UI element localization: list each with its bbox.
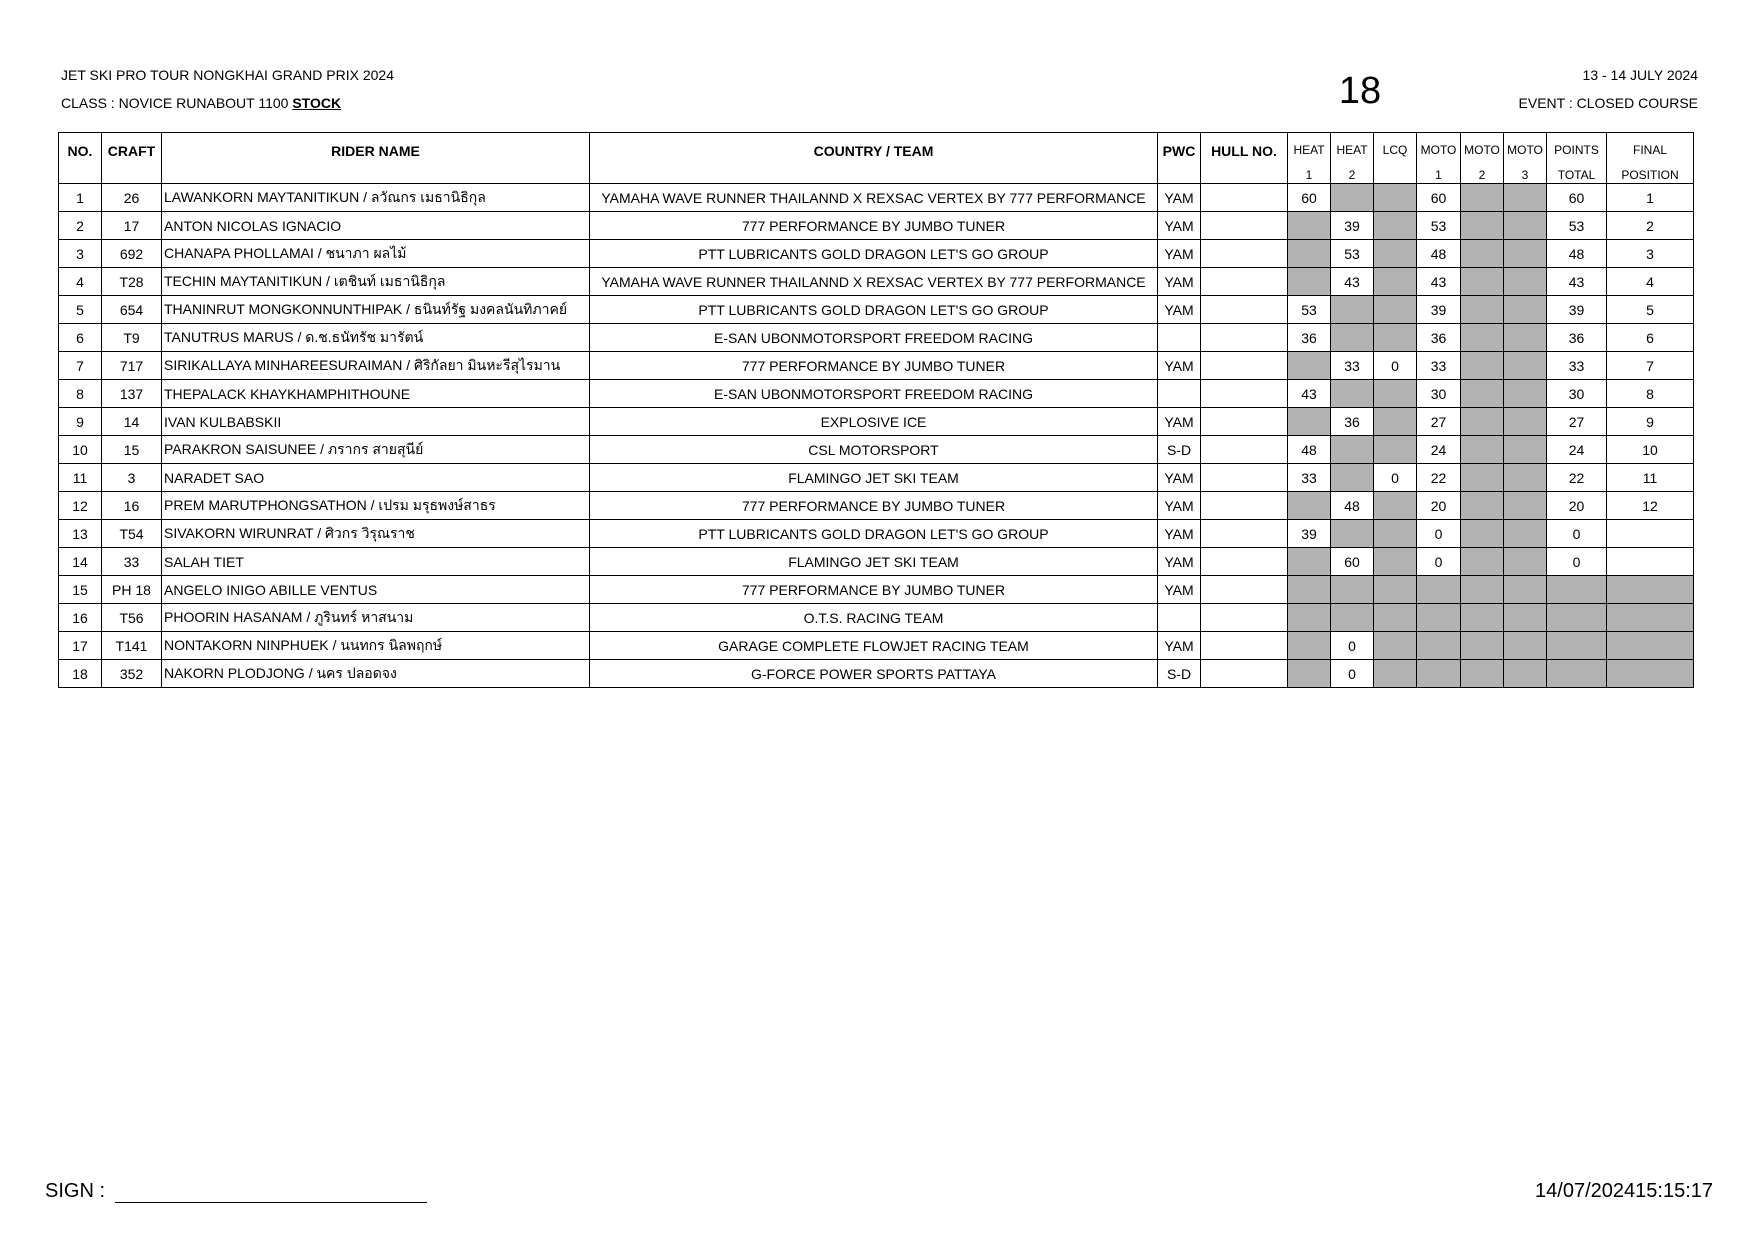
cell-lcq [1374,212,1417,240]
sign-label: SIGN : [45,1180,106,1202]
cell-final: 11 [1607,464,1694,492]
cell-moto2 [1461,576,1504,604]
cell-points [1547,632,1607,660]
col-header-lcq: LCQ [1374,133,1417,184]
cell-team: 777 PERFORMANCE BY JUMBO TUNER [590,212,1158,240]
table-row [59,268,1694,296]
cell-final: 4 [1607,268,1694,296]
cell-final [1607,520,1694,548]
col-header-moto1: MOTO 1 [1417,133,1461,184]
cell-points: 43 [1547,268,1607,296]
cell-moto2 [1461,604,1504,632]
cell-points: 53 [1547,212,1607,240]
cell-no: 14 [59,548,102,576]
cell-heat2: 36 [1331,408,1374,436]
cell-craft: 654 [102,296,162,324]
cell-hull [1201,352,1288,380]
col-header-final: FINAL POSITION [1607,133,1694,184]
cell-lcq: 0 [1374,464,1417,492]
cell-final: 9 [1607,408,1694,436]
cell-team: YAMAHA WAVE RUNNER THAILANND X REXSAC VERTEX BY 777 PERFORMANCE [590,184,1158,212]
table-row [59,436,1694,464]
cell-pwc: S-D [1158,436,1201,464]
cell-heat2: 33 [1331,352,1374,380]
col-header-points: POINTS TOTAL [1547,133,1607,184]
cell-moto3 [1504,492,1547,520]
cell-hull [1201,268,1288,296]
cell-no: 12 [59,492,102,520]
cell-pwc: YAM [1158,492,1201,520]
results-body [59,184,1694,688]
cell-heat1 [1288,604,1331,632]
cell-moto2 [1461,520,1504,548]
cell-hull [1201,436,1288,464]
col-header-heat2: HEAT 2 [1331,133,1374,184]
cell-rider: SALAH TIET [162,548,590,576]
cell-moto3 [1504,548,1547,576]
cell-heat1 [1288,492,1331,520]
cell-team: PTT LUBRICANTS GOLD DRAGON LET'S GO GROUP [590,296,1158,324]
cell-craft: 33 [102,548,162,576]
cell-moto3 [1504,464,1547,492]
sheet-number: 18 [1338,70,1382,112]
cell-pwc: YAM [1158,212,1201,240]
cell-heat1 [1288,268,1331,296]
cell-final [1607,660,1694,688]
cell-heat2: 60 [1331,548,1374,576]
cell-moto2 [1461,548,1504,576]
cell-moto2 [1461,380,1504,408]
class-line [61,95,341,111]
cell-craft: T141 [102,632,162,660]
cell-no: 17 [59,632,102,660]
cell-rider: CHANAPA PHOLLAMAI / ชนาภา ผลไม้ [162,240,590,268]
cell-moto2 [1461,632,1504,660]
cell-no: 16 [59,604,102,632]
cell-heat1 [1288,408,1331,436]
cell-moto1: 20 [1417,492,1461,520]
cell-moto2 [1461,184,1504,212]
cell-craft: 14 [102,408,162,436]
class-prefix: CLASS : NOVICE RUNABOUT 1100 [61,95,293,111]
cell-pwc: YAM [1158,296,1201,324]
cell-no: 8 [59,380,102,408]
event-title: JET SKI PRO TOUR NONGKHAI GRAND PRIX 2024 [61,67,394,83]
cell-hull [1201,548,1288,576]
cell-pwc: YAM [1158,240,1201,268]
table-row [59,520,1694,548]
cell-heat2 [1331,520,1374,548]
cell-lcq [1374,268,1417,296]
cell-moto1 [1417,660,1461,688]
cell-rider: ANTON NICOLAS IGNACIO [162,212,590,240]
cell-rider: TANUTRUS MARUS / ด.ช.ธนัทรัช มารัตน์ [162,324,590,352]
cell-rider: TECHIN MAYTANITIKUN / เตชินท์ เมธานิธิกุล [162,268,590,296]
cell-hull [1201,212,1288,240]
cell-pwc: YAM [1158,632,1201,660]
cell-hull [1201,324,1288,352]
cell-craft: PH 18 [102,576,162,604]
cell-no: 1 [59,184,102,212]
cell-points: 36 [1547,324,1607,352]
cell-lcq [1374,240,1417,268]
cell-lcq [1374,548,1417,576]
cell-moto2 [1461,436,1504,464]
cell-team: FLAMINGO JET SKI TEAM [590,464,1158,492]
cell-heat1 [1288,660,1331,688]
cell-team: E-SAN UBONMOTORSPORT FREEDOM RACING [590,380,1158,408]
event-type: EVENT : CLOSED COURSE [1518,95,1698,111]
cell-moto1: 53 [1417,212,1461,240]
cell-lcq [1374,436,1417,464]
cell-team: E-SAN UBONMOTORSPORT FREEDOM RACING [590,324,1158,352]
cell-no: 2 [59,212,102,240]
cell-lcq [1374,660,1417,688]
cell-points: 20 [1547,492,1607,520]
cell-lcq [1374,632,1417,660]
cell-heat2: 0 [1331,632,1374,660]
cell-moto3 [1504,352,1547,380]
cell-pwc [1158,324,1201,352]
cell-rider: THANINRUT MONGKONNUNTHIPAK / ธนินท์รัฐ มงคลนันทิภาคย์ [162,296,590,324]
cell-points: 27 [1547,408,1607,436]
cell-hull [1201,604,1288,632]
cell-no: 5 [59,296,102,324]
cell-rider: NARADET SAO [162,464,590,492]
cell-hull [1201,296,1288,324]
cell-lcq [1374,576,1417,604]
cell-moto3 [1504,436,1547,464]
col-header-pwc: PWC [1158,133,1201,184]
cell-no: 13 [59,520,102,548]
cell-heat1 [1288,632,1331,660]
cell-lcq [1374,492,1417,520]
cell-heat1: 39 [1288,520,1331,548]
cell-rider: IVAN KULBABSKII [162,408,590,436]
class-suffix: STOCK [292,95,342,111]
cell-final: 10 [1607,436,1694,464]
cell-no: 11 [59,464,102,492]
cell-heat1 [1288,240,1331,268]
cell-moto3 [1504,184,1547,212]
col-header-team: COUNTRY / TEAM [590,133,1158,184]
cell-craft: 352 [102,660,162,688]
cell-points: 30 [1547,380,1607,408]
col-header-heat1: HEAT 1 [1288,133,1331,184]
cell-final: 2 [1607,212,1694,240]
cell-hull [1201,660,1288,688]
cell-pwc [1158,604,1201,632]
cell-team: YAMAHA WAVE RUNNER THAILANND X REXSAC VERTEX BY 777 PERFORMANCE [590,268,1158,296]
cell-moto2 [1461,352,1504,380]
cell-moto1 [1417,632,1461,660]
cell-final [1607,604,1694,632]
cell-moto1: 39 [1417,296,1461,324]
cell-final: 12 [1607,492,1694,520]
cell-points: 60 [1547,184,1607,212]
cell-rider: PREM MARUTPHONGSATHON / เปรม มรุธพงษ์สาธร [162,492,590,520]
cell-lcq [1374,380,1417,408]
cell-final: 6 [1607,324,1694,352]
cell-moto1: 60 [1417,184,1461,212]
cell-points: 39 [1547,296,1607,324]
cell-moto3 [1504,324,1547,352]
cell-team: FLAMINGO JET SKI TEAM [590,548,1158,576]
cell-hull [1201,520,1288,548]
cell-heat2 [1331,436,1374,464]
col-header-rider: RIDER NAME [162,133,590,184]
table-row [59,380,1694,408]
cell-lcq [1374,296,1417,324]
cell-moto1: 22 [1417,464,1461,492]
cell-heat2 [1331,184,1374,212]
col-header-no: NO. [59,133,102,184]
table-row [59,324,1694,352]
cell-moto1: 27 [1417,408,1461,436]
cell-heat1 [1288,212,1331,240]
cell-heat2 [1331,464,1374,492]
cell-pwc: YAM [1158,520,1201,548]
col-header-craft: CRAFT [102,133,162,184]
cell-craft: 137 [102,380,162,408]
cell-moto3 [1504,408,1547,436]
cell-moto3 [1504,632,1547,660]
cell-moto1: 48 [1417,240,1461,268]
cell-pwc: YAM [1158,184,1201,212]
cell-hull [1201,380,1288,408]
cell-heat2: 39 [1331,212,1374,240]
cell-moto2 [1461,296,1504,324]
cell-rider: PHOORIN HASANAM / ภูรินทร์ หาสนาม [162,604,590,632]
cell-craft: 692 [102,240,162,268]
cell-rider: ANGELO INIGO ABILLE VENTUS [162,576,590,604]
cell-no: 4 [59,268,102,296]
cell-hull [1201,632,1288,660]
cell-rider: THEPALACK KHAYKHAMPHITHOUNE [162,380,590,408]
cell-moto1: 0 [1417,548,1461,576]
col-header-hull: HULL NO. [1201,133,1288,184]
cell-lcq [1374,520,1417,548]
cell-no: 7 [59,352,102,380]
cell-heat1: 53 [1288,296,1331,324]
cell-moto2 [1461,464,1504,492]
cell-craft: T9 [102,324,162,352]
cell-points [1547,576,1607,604]
cell-pwc: YAM [1158,268,1201,296]
table-row [59,576,1694,604]
cell-points [1547,604,1607,632]
cell-no: 18 [59,660,102,688]
cell-lcq [1374,184,1417,212]
cell-hull [1201,464,1288,492]
cell-heat1: 48 [1288,436,1331,464]
cell-rider: SIRIKALLAYA MINHAREESURAIMAN / ศิริกัลยา มินหะรีสุไรมาน [162,352,590,380]
cell-pwc: YAM [1158,464,1201,492]
cell-hull [1201,492,1288,520]
col-header-moto2: MOTO 2 [1461,133,1504,184]
cell-moto3 [1504,296,1547,324]
cell-craft: 16 [102,492,162,520]
table-row [59,492,1694,520]
cell-no: 10 [59,436,102,464]
cell-rider: PARAKRON SAISUNEE / ภรากร สายสุนีย์ [162,436,590,464]
cell-craft: T54 [102,520,162,548]
cell-moto3 [1504,604,1547,632]
cell-heat2 [1331,604,1374,632]
cell-moto1 [1417,604,1461,632]
cell-heat1 [1288,548,1331,576]
cell-team: 777 PERFORMANCE BY JUMBO TUNER [590,492,1158,520]
cell-heat2 [1331,380,1374,408]
cell-moto1: 33 [1417,352,1461,380]
cell-team: PTT LUBRICANTS GOLD DRAGON LET'S GO GROUP [590,240,1158,268]
table-row [59,464,1694,492]
cell-team: GARAGE COMPLETE FLOWJET RACING TEAM [590,632,1158,660]
cell-no: 6 [59,324,102,352]
cell-final [1607,576,1694,604]
cell-moto2 [1461,324,1504,352]
cell-moto2 [1461,408,1504,436]
cell-final [1607,548,1694,576]
cell-heat2: 48 [1331,492,1374,520]
cell-lcq: 0 [1374,352,1417,380]
table-row [59,184,1694,212]
cell-no: 3 [59,240,102,268]
cell-team: 777 PERFORMANCE BY JUMBO TUNER [590,352,1158,380]
cell-final [1607,632,1694,660]
cell-heat2 [1331,324,1374,352]
cell-craft: 15 [102,436,162,464]
cell-points [1547,660,1607,688]
cell-points: 33 [1547,352,1607,380]
table-row [59,240,1694,268]
cell-heat1 [1288,576,1331,604]
cell-pwc: YAM [1158,352,1201,380]
cell-points: 0 [1547,520,1607,548]
table-row [59,212,1694,240]
cell-rider: LAWANKORN MAYTANITIKUN / ลวัณกร เมธานิธิกุล [162,184,590,212]
cell-moto1: 30 [1417,380,1461,408]
event-date: 13 - 14 JULY 2024 [1582,67,1698,83]
results-table [58,132,1694,688]
cell-rider: NAKORN PLODJONG / นคร ปลอดจง [162,660,590,688]
cell-points: 48 [1547,240,1607,268]
cell-moto1 [1417,576,1461,604]
cell-heat1: 36 [1288,324,1331,352]
cell-hull [1201,184,1288,212]
cell-lcq [1374,324,1417,352]
cell-moto3 [1504,520,1547,548]
cell-no: 15 [59,576,102,604]
signature-line [115,1202,427,1203]
table-row [59,548,1694,576]
table-row [59,408,1694,436]
cell-rider: SIVAKORN WIRUNRAT / ศิวกร วิรุณราช [162,520,590,548]
print-timestamp: 14/07/202415:15:17 [1535,1180,1713,1202]
cell-final: 8 [1607,380,1694,408]
cell-heat1: 60 [1288,184,1331,212]
cell-heat2 [1331,576,1374,604]
cell-pwc: YAM [1158,408,1201,436]
cell-moto2 [1461,660,1504,688]
cell-moto2 [1461,212,1504,240]
cell-team: CSL MOTORSPORT [590,436,1158,464]
cell-moto2 [1461,240,1504,268]
cell-heat1 [1288,352,1331,380]
cell-heat2: 0 [1331,660,1374,688]
table-row [59,352,1694,380]
cell-final: 3 [1607,240,1694,268]
cell-team: PTT LUBRICANTS GOLD DRAGON LET'S GO GROUP [590,520,1158,548]
cell-final: 1 [1607,184,1694,212]
table-row [59,296,1694,324]
cell-moto1: 0 [1417,520,1461,548]
cell-heat2: 53 [1331,240,1374,268]
cell-hull [1201,576,1288,604]
cell-team: 777 PERFORMANCE BY JUMBO TUNER [590,576,1158,604]
cell-craft: 3 [102,464,162,492]
cell-moto1: 36 [1417,324,1461,352]
cell-moto3 [1504,576,1547,604]
cell-moto2 [1461,492,1504,520]
cell-moto2 [1461,268,1504,296]
cell-pwc: S-D [1158,660,1201,688]
cell-team: EXPLOSIVE ICE [590,408,1158,436]
cell-hull [1201,240,1288,268]
header-row [59,133,1694,184]
cell-pwc [1158,380,1201,408]
cell-craft: T28 [102,268,162,296]
table-row [59,632,1694,660]
cell-points: 24 [1547,436,1607,464]
cell-points: 0 [1547,548,1607,576]
cell-moto3 [1504,268,1547,296]
cell-moto3 [1504,240,1547,268]
cell-heat2 [1331,296,1374,324]
cell-team: G-FORCE POWER SPORTS PATTAYA [590,660,1158,688]
cell-hull [1201,408,1288,436]
cell-moto3 [1504,212,1547,240]
cell-final: 7 [1607,352,1694,380]
table-row [59,604,1694,632]
cell-rider: NONTAKORN NINPHUEK / นนทกร นิลพฤกษ์ [162,632,590,660]
cell-craft: T56 [102,604,162,632]
cell-heat2: 43 [1331,268,1374,296]
col-header-moto3: MOTO 3 [1504,133,1547,184]
cell-craft: 17 [102,212,162,240]
table-row [59,660,1694,688]
cell-pwc: YAM [1158,576,1201,604]
cell-moto3 [1504,380,1547,408]
cell-lcq [1374,604,1417,632]
cell-craft: 26 [102,184,162,212]
cell-moto1: 43 [1417,268,1461,296]
cell-lcq [1374,408,1417,436]
cell-moto3 [1504,660,1547,688]
cell-points: 22 [1547,464,1607,492]
cell-team: O.T.S. RACING TEAM [590,604,1158,632]
cell-final: 5 [1607,296,1694,324]
cell-no: 9 [59,408,102,436]
cell-heat1: 33 [1288,464,1331,492]
cell-pwc: YAM [1158,548,1201,576]
cell-craft: 717 [102,352,162,380]
cell-heat1: 43 [1288,380,1331,408]
cell-moto1: 24 [1417,436,1461,464]
